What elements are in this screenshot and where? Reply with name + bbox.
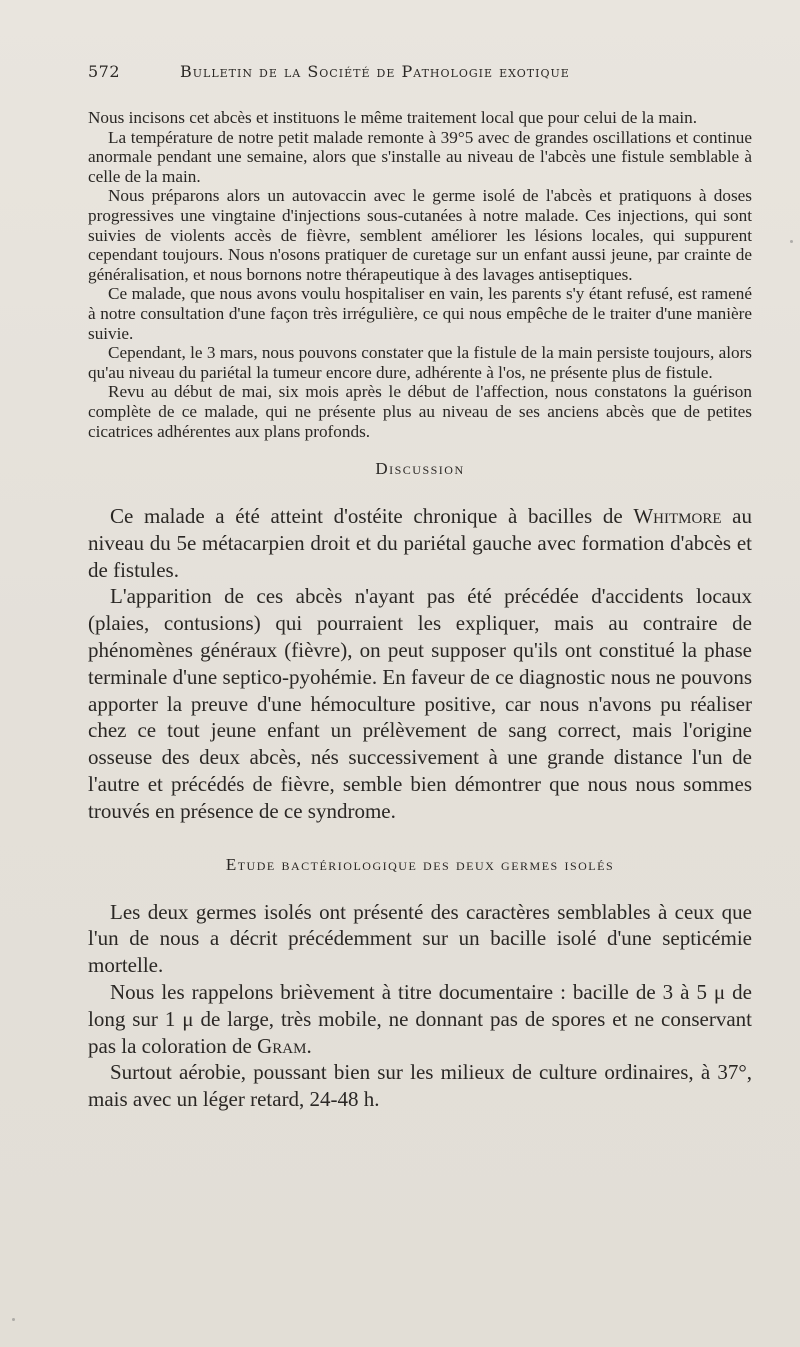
- author-name: Whitmore: [633, 504, 722, 529]
- paper-speck: [12, 1318, 15, 1321]
- paragraph: Surtout aérobie, poussant bien sur les milieux de culture ordinaires, à 37°, mais avec un léger retard, 24-48 h.: [88, 1060, 752, 1112]
- text-span: .: [306, 1033, 312, 1058]
- etude-section: [88, 899, 752, 1113]
- running-header: [88, 62, 748, 81]
- text-span: Nous les rappelons brièvement à titre documentaire : bacille de 3 à 5 μ de long sur 1 μ de large, très mobile, ne donnant pas de spores et ne conservant pas la coloration de: [88, 980, 752, 1058]
- case-report: [88, 108, 752, 441]
- paragraph: La température de notre petit malade remonte à 39°5 avec de grandes oscillations et continue anormale pendant une semaine, alors que s'installe au niveau de l'abcès une fistule semblable à celle de la main.: [88, 127, 752, 186]
- text-span: au niveau du 5e métacarpien droit et du pariétal gauche avec formation d'abcès et de fistules.: [88, 504, 752, 582]
- paragraph: L'apparition de ces abcès n'ayant pas été précédée d'accidents locaux (plaies, contusions) qui pourraient les expliquer, mais au contraire de phénomènes généraux (fièvre), on peut supposer qu'ils ont constitué la phase terminale d'une septico-pyohémie. En faveur de ce diagnostic nous ne pouvons apporter la preuve d'une hémoculture positive, car nous n'avons pu réaliser chez ce tout jeune enfant un prélèvement de sang correct, mais l'origine osseuse des deux abcès, nés successivement à une grande distance l'un de l'autre et précédés de fièvre, semble bien démontrer que nous nous sommes trouvés en présence de ce syndrome.: [88, 584, 752, 823]
- text-span: Ce malade a été atteint d'ostéite chronique à bacilles de: [110, 504, 634, 529]
- paragraph: Cependant, le 3 mars, nous pouvons constater que la fistule de la main persiste toujours, alors qu'au niveau du pariétal la tumeur encore dure, adhérente à l'os, ne présente plus de fistule.: [88, 343, 752, 382]
- running-title: Bulletin de la Société de Pathologie exotique: [180, 62, 570, 81]
- author-name: Gram: [257, 1033, 307, 1058]
- article-body: [88, 108, 752, 1113]
- paragraph: [88, 979, 752, 1059]
- paragraph: Ce malade, que nous avons voulu hospitaliser en vain, les parents s'y étant refusé, est ramené à notre consultation d'une façon très irrégulière, ce qui nous empêche de le traiter d'une manière suivie.: [88, 284, 752, 343]
- paper-speck: [790, 240, 793, 243]
- paragraph: Revu au début de mai, six mois après le début de l'affection, nous constatons la guérison complète de ce malade, qui ne présente plus au niveau de ses anciens abcès que de petites cicatrices adhérentes aux plans profonds.: [88, 382, 752, 441]
- paragraph: Nous préparons alors un autovaccin avec le germe isolé de l'abcès et pratiquons à doses progressives une vingtaine d'injections sous-cutanées à notre malade. Ces injections, qui sont suivies de violents accès de fièvre, semblent améliorer les lésions locales, qui suppurent cependant toujours. Nous n'osons pratiquer de curetage sur un enfant aussi jeune, par crainte de généralisation, et nous bornons notre thérapeutique à des lavages antiseptiques.: [88, 186, 752, 284]
- section-title-discussion: Discussion: [375, 459, 465, 479]
- discussion-section: [88, 503, 752, 825]
- paragraph: [88, 503, 752, 583]
- section-title-etude: Etude bactériologique des deux germes isolés: [225, 854, 615, 874]
- paragraph: Nous incisons cet abcès et instituons le même traitement local que pour celui de la main.: [88, 108, 698, 127]
- page-number: 572: [88, 62, 121, 81]
- paragraph: Les deux germes isolés ont présenté des caractères semblables à ceux que l'un de nous a décrit précédemment sur un bacille isolé d'une septicémie mortelle.: [88, 899, 752, 978]
